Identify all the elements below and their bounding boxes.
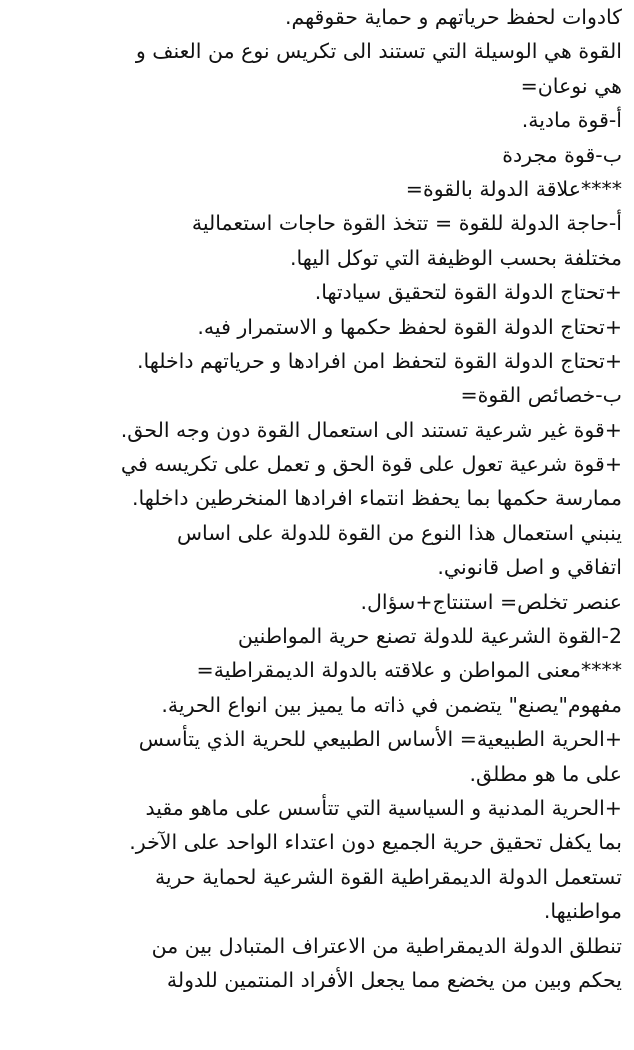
text-line: +قوة شرعية تعول على قوة الحق و تعمل على تكريسه في — [120, 452, 622, 477]
text-line: تستعمل الدولة الديمقراطية القوة الشرعية لحماية حرية — [154, 864, 622, 889]
text-line: ب-قوة مجردة — [502, 142, 622, 167]
text-line: أ-قوة مادية. — [521, 108, 622, 133]
text-line: على ما هو مطلق. — [469, 761, 622, 786]
section-heading: ****معنى المواطن و علاقته بالدولة الديمقراطية= — [196, 658, 622, 683]
section-heading: ****علاقة الدولة بالقوة= — [405, 176, 622, 201]
text-line: أ-حاجة الدولة للقوة = تتخذ القوة حاجات استعمالية — [191, 211, 622, 236]
text-line: ينبني استعمال هذا النوع من القوة للدولة على اساس — [176, 520, 622, 545]
text-line: +تحتاج الدولة القوة لتحقيق سيادتها. — [314, 280, 622, 305]
text-line: اتفاقي و اصل قانوني. — [437, 555, 622, 580]
text-line: مختلفة بحسب الوظيفة التي توكل اليها. — [289, 245, 622, 270]
text-line: ممارسة حكمها بما يحفظ انتماء افرادها المنخرطين داخلها. — [131, 486, 622, 511]
text-line: +قوة غير شرعية تستند الى استعمال القوة دون وجه الحق. — [120, 417, 622, 442]
text-line: بما يكفل تحقيق حرية الجميع دون اعتداء الواحد على الآخر. — [129, 830, 622, 855]
text-line: تنطلق الدولة الديمقراطية من الاعتراف المتبادل بين من — [151, 933, 622, 958]
text-line: +تحتاج الدولة القوة لتحفظ امن افرادها و حرياتهم داخلها. — [137, 348, 622, 373]
text-line: مفهوم"يصنع" يتضمن في ذاته ما يميز بين انواع الحرية. — [161, 692, 622, 717]
text-line: +تحتاج الدولة القوة لحفظ حكمها و الاستمرار فيه. — [197, 314, 622, 339]
text-line: عنصر تخلص= استنتاج+سؤال. — [360, 589, 622, 614]
text-line: هي نوعان= — [520, 73, 622, 98]
text-line: كادوات لحفظ حرياتهم و حماية حقوقهم. — [284, 5, 622, 29]
section-heading: 2-القوة الشرعية للدولة تصنع حرية المواطنين — [237, 624, 622, 649]
text-line: القوة هي الوسيلة التي تستند الى تكريس نوع من العنف و — [135, 39, 622, 64]
text-line: +الحرية المدنية و السياسية التي تتأسس على ماهو مقيد — [145, 795, 622, 820]
text-line: +الحرية الطبيعية= الأساس الطبيعي للحرية الذي يتأسس — [138, 727, 622, 752]
text-line: مواطنيها. — [543, 899, 622, 924]
text-line: ب-خصائص القوة= — [460, 383, 622, 408]
text-line: يحكم وبين من يخضع مما يجعل الأفراد المنتمين للدولة — [166, 967, 622, 992]
